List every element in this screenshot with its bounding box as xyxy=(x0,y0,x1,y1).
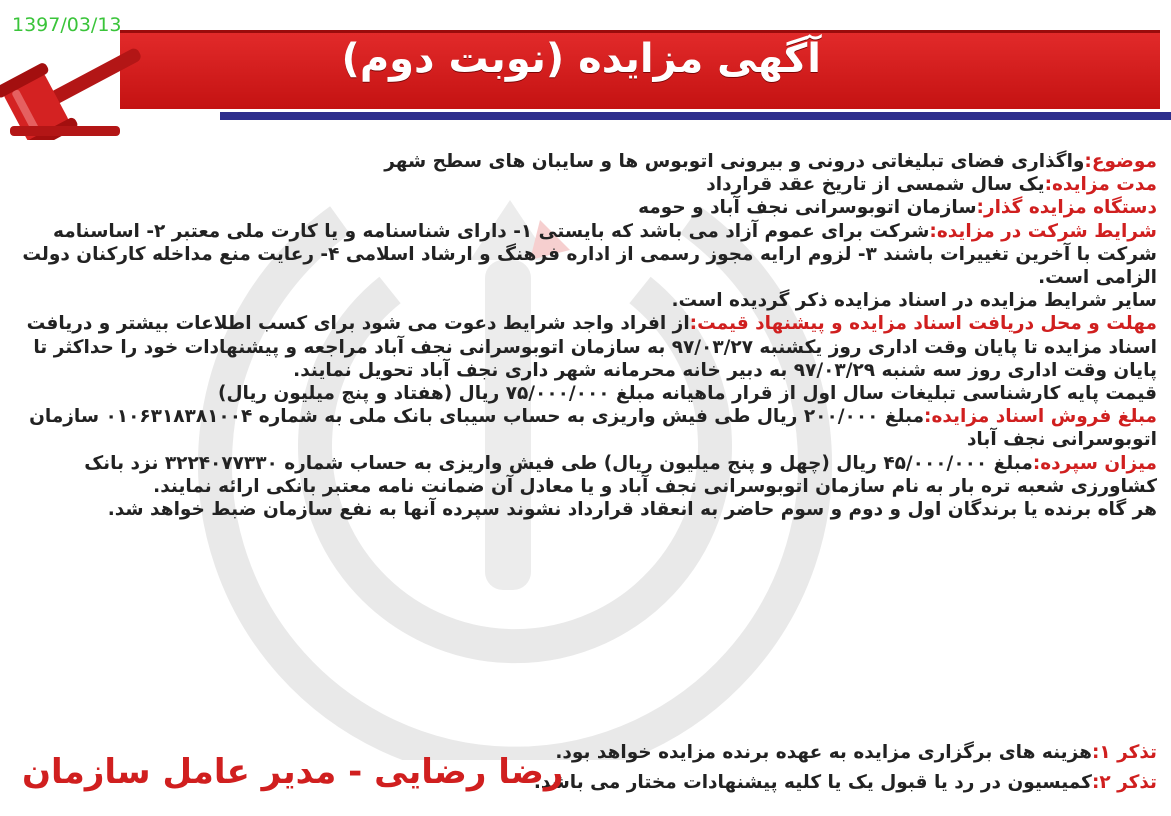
base-price-line: قیمت پایه کارشناسی تبلیغات سال اول از قرار ماهیانه مبلغ ۷۵/۰۰۰/۰۰۰ ریال (هفتاد و پنج میلیون ریال) xyxy=(217,383,1157,405)
subject-text: واگذاری فضای تبلیغاتی درونی و بیرونی اتوبوس ها و سایبان های سطح شهر xyxy=(384,151,1085,172)
deposit-label: میزان سپرده: xyxy=(1032,452,1157,474)
deposit-paragraph xyxy=(12,452,1157,498)
note-1-text: هزینه های برگزاری مزایده به عهده برنده مزایده خواهد بود. xyxy=(555,742,1092,763)
organizer-label: دستگاه مزایده گذار: xyxy=(976,197,1157,219)
note-1-label: تذکر ۱: xyxy=(1091,742,1157,763)
conditions-label: شرایط شرکت در مزایده: xyxy=(929,220,1157,242)
other-conditions-line: سایر شرایط مزایده در اسناد مزایده ذکر گردیده است. xyxy=(671,290,1157,312)
date-stamp: 1397/03/13 xyxy=(12,14,122,36)
duration-line xyxy=(12,173,1157,196)
signature: رضا رضایی - مدیر عامل سازمان xyxy=(22,752,564,792)
note-2-text: کمیسیون در رد یا قبول یک یا کلیه پیشنهادات مختار می باشد. xyxy=(533,772,1092,793)
note-2-label: تذکر ۲: xyxy=(1091,772,1157,793)
document-price-paragraph xyxy=(12,405,1157,451)
deadline-paragraph xyxy=(12,312,1157,382)
conditions-paragraph xyxy=(12,220,1157,290)
subject-line xyxy=(12,150,1157,173)
document-price-text: مبلغ ۲۰۰/۰۰۰ ریال طی فیش واریزی به حساب سیبای بانک ملی به شماره ۰۱۰۶۳۱۸۳۸۱۰۰۴ سازمان اتوبوسرانی نجف آباد xyxy=(29,406,1157,451)
deposit-text: مبلغ ۴۵/۰۰۰/۰۰۰ ریال (چهل و پنج میلیون ریال) طی فیش واریزی به حساب شماره ۳۲۲۴۰۷۷۳۳۰ نزد بانک کشاورزی شعبه تره بار به نام سازمان اتوبوسرانی نجف آباد و یا معادل آن ضمانت نامه معتبر بانکی ارائه نمایند. xyxy=(84,452,1157,497)
organizer-line xyxy=(12,196,1157,219)
page-title: آگهی مزایده (نوبت دوم) xyxy=(341,36,821,82)
deadline-label: مهلت و محل دریافت اسناد مزایده و پیشنهاد قیمت: xyxy=(689,313,1157,335)
header-blue-line xyxy=(220,112,1171,120)
document-price-label: مبلغ فروش اسناد مزایده: xyxy=(924,406,1157,428)
header-banner xyxy=(0,0,1171,135)
deadline-text: از افراد واجد شرایط دعوت می شود برای کسب اطلاعات بیشتر و دریافت اسناد مزایده تا پایان وقت اداری روز یکشنبه ۹۷/۰۳/۲۷ به سازمان اتوبوسرانی نجف آباد مراجعه و پیشنهادات خود را حداکثر تا پایان وقت اداری روز سه شنبه ۹۷/۰۳/۲۹ به دبیر خانه محرمانه شهر داری نجف آباد تحویل نمایند. xyxy=(26,313,1157,381)
forfeit-line: هر گاه برنده یا برندگان اول و دوم و سوم حاضر به انعقاد قرارداد نشوند سپرده آنها به نفع سازمان ضبط خواهد شد. xyxy=(107,499,1157,521)
duration-label: مدت مزایده: xyxy=(1044,174,1157,196)
gavel-icon xyxy=(0,30,160,140)
organizer-text: سازمان اتوبوسرانی نجف آباد و حومه xyxy=(638,197,977,219)
conditions-text: شرکت برای عموم آزاد می باشد که بایستی ۱- دارای شناسنامه و یا کارت ملی معتبر ۲- اساسنامه شرکت با آخرین تغییرات باشند ۳- لزوم ارایه مجوز رسمی از اداره فرهنگ و ارشاد اسلامی ۴- رعایت منع مداخله کارکنان دولت الزامی است. xyxy=(22,220,1157,289)
notice-body xyxy=(12,150,1157,521)
duration-text: یک سال شمسی از تاریخ عقد قرارداد xyxy=(706,174,1045,196)
subject-label: موضوع: xyxy=(1084,151,1157,172)
